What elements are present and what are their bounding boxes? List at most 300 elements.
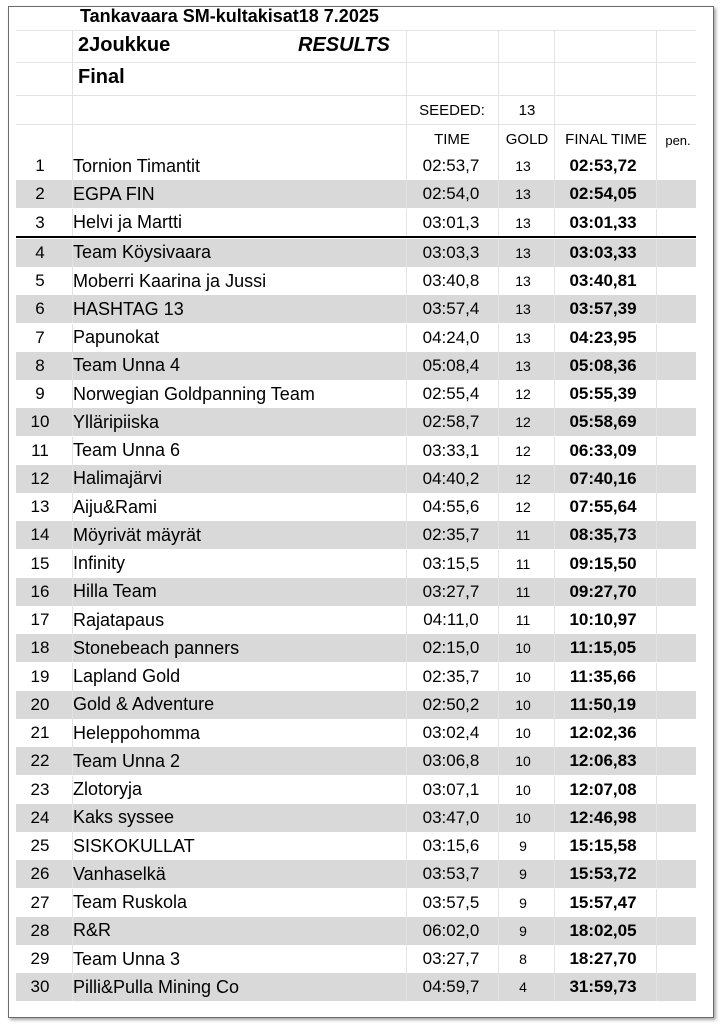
final-time-cell: 06:33,09 bbox=[569, 440, 637, 460]
gold-cell: 4 bbox=[519, 979, 527, 996]
grid-line bbox=[554, 663, 555, 691]
table-row bbox=[16, 917, 696, 945]
grid-line bbox=[406, 578, 407, 606]
grid-line bbox=[16, 62, 696, 63]
grid-line bbox=[406, 634, 407, 662]
rank-cell: 21 bbox=[30, 723, 50, 742]
grid-line bbox=[656, 180, 657, 208]
grid-line bbox=[498, 209, 499, 237]
grid-line bbox=[656, 691, 657, 719]
grid-line bbox=[72, 437, 73, 465]
grid-line bbox=[72, 804, 73, 832]
table-row bbox=[16, 663, 696, 691]
grid-line bbox=[656, 663, 657, 691]
grid-line bbox=[498, 465, 499, 493]
grid-line bbox=[498, 860, 499, 888]
final-time-cell: 12:07,08 bbox=[569, 779, 637, 799]
team-name: Möyrivät mäyrät bbox=[73, 524, 202, 545]
team-name: Helvi ja Martti bbox=[73, 212, 183, 232]
grid-line bbox=[498, 352, 499, 380]
final-time-cell: 18:27,70 bbox=[569, 949, 637, 968]
pen-cell bbox=[656, 663, 696, 691]
grid-line bbox=[406, 465, 407, 493]
pen-cell bbox=[656, 634, 696, 662]
pen-cell bbox=[656, 295, 696, 323]
grid-line bbox=[498, 804, 499, 832]
grid-line bbox=[406, 493, 407, 521]
table-row bbox=[16, 324, 696, 352]
time-cell: 03:40,8 bbox=[422, 271, 480, 290]
pen-cell bbox=[656, 380, 696, 408]
grid-line bbox=[656, 295, 657, 323]
grid-line bbox=[554, 832, 555, 860]
table-row bbox=[16, 634, 696, 662]
rank-cell: 16 bbox=[30, 581, 50, 601]
grid-line bbox=[72, 578, 73, 606]
grid-line bbox=[554, 578, 555, 606]
team-name: Norwegian Goldpanning Team bbox=[73, 383, 315, 404]
rank-cell: 13 bbox=[30, 497, 50, 516]
table-row bbox=[16, 352, 696, 380]
pen-cell bbox=[656, 267, 696, 295]
grid-line bbox=[656, 380, 657, 408]
rank-cell: 14 bbox=[30, 525, 50, 545]
final-time-cell: 11:35,66 bbox=[569, 666, 637, 686]
pen-cell bbox=[656, 945, 696, 973]
grid-line bbox=[656, 747, 657, 775]
grid-line bbox=[554, 550, 555, 578]
time-cell: 03:27,7 bbox=[422, 581, 480, 601]
grid-line bbox=[656, 209, 657, 237]
grid-line bbox=[498, 578, 499, 606]
gold-cell: 13 bbox=[515, 186, 531, 203]
grid-line bbox=[498, 30, 499, 154]
pen-cell bbox=[656, 521, 696, 549]
grid-line bbox=[498, 719, 499, 747]
rank-cell: 23 bbox=[30, 779, 50, 799]
rank-cell: 15 bbox=[30, 553, 50, 573]
table-row bbox=[16, 973, 696, 1001]
grid-line bbox=[72, 719, 73, 747]
team-name: Aiju&Rami bbox=[73, 496, 158, 517]
grid-line bbox=[554, 493, 555, 521]
team-name: R&R bbox=[73, 920, 112, 941]
rank-cell: 8 bbox=[35, 355, 45, 375]
grid-line bbox=[498, 239, 499, 267]
grid-line bbox=[406, 776, 407, 804]
grid-line bbox=[498, 180, 499, 208]
grid-line bbox=[406, 521, 407, 549]
event-title: Tankavaara SM-kultakisat18 7.2025 bbox=[80, 6, 379, 26]
team-name: Team Unna 2 bbox=[73, 750, 181, 771]
grid-line bbox=[498, 776, 499, 804]
grid-line bbox=[554, 973, 555, 1001]
grid-line bbox=[406, 945, 407, 973]
rank-cell: 12 bbox=[30, 468, 50, 488]
time-cell: 03:47,0 bbox=[422, 807, 480, 827]
team-name: Kaks syssee bbox=[73, 807, 175, 828]
final-time-cell: 02:54,05 bbox=[569, 184, 637, 204]
pen-cell bbox=[656, 747, 696, 775]
rank-cell: 6 bbox=[35, 299, 45, 319]
grid-line bbox=[554, 804, 555, 832]
grid-line bbox=[498, 945, 499, 973]
gold-cell: 8 bbox=[519, 951, 527, 967]
grid-line bbox=[656, 832, 657, 860]
final-time-cell: 15:15,58 bbox=[569, 836, 637, 855]
rank-cell: 11 bbox=[31, 440, 49, 460]
time-cell: 03:57,5 bbox=[422, 892, 480, 912]
grid-line bbox=[72, 691, 73, 719]
grid-line bbox=[498, 152, 499, 180]
final-time-cell: 05:58,69 bbox=[569, 412, 637, 432]
grid-line bbox=[406, 606, 407, 634]
grid-line bbox=[656, 860, 657, 888]
rank-cell: 28 bbox=[30, 920, 50, 940]
team-name: Hilla Team bbox=[73, 581, 157, 602]
final-time-cell: 15:53,72 bbox=[569, 864, 637, 884]
gold-cell: 10 bbox=[515, 725, 531, 741]
grid-line bbox=[72, 30, 73, 154]
final-time-cell: 02:53,72 bbox=[569, 156, 637, 175]
pen-cell bbox=[656, 324, 696, 352]
grid-line bbox=[656, 30, 657, 154]
rank-cell: 22 bbox=[30, 751, 50, 771]
grid-line bbox=[656, 889, 657, 917]
grid-line bbox=[656, 408, 657, 436]
gold-cell: 13 bbox=[515, 357, 531, 374]
time-cell: 03:07,1 bbox=[422, 779, 480, 799]
grid-line bbox=[656, 465, 657, 493]
grid-line bbox=[498, 267, 499, 295]
gold-cell: 10 bbox=[515, 640, 531, 657]
grid-line bbox=[72, 917, 73, 945]
grid-line bbox=[498, 691, 499, 719]
pen-cell bbox=[656, 691, 696, 719]
final-time-cell: 10:10,97 bbox=[569, 610, 637, 629]
col-header-gold: GOLD bbox=[505, 131, 549, 148]
grid-line bbox=[72, 267, 73, 295]
table-row bbox=[16, 239, 696, 267]
grid-line bbox=[498, 832, 499, 860]
grid-line bbox=[498, 408, 499, 436]
grid-line bbox=[72, 776, 73, 804]
grid-line bbox=[554, 380, 555, 408]
final-time-cell: 03:57,39 bbox=[569, 299, 637, 319]
grid-line bbox=[406, 550, 407, 578]
table-row bbox=[16, 493, 696, 521]
round-label: Final bbox=[78, 66, 125, 88]
grid-line bbox=[72, 606, 73, 634]
time-cell: 02:55,4 bbox=[422, 384, 480, 403]
seeded-value: 13 bbox=[518, 102, 536, 119]
grid-line bbox=[16, 124, 696, 125]
table-row bbox=[16, 267, 696, 295]
grid-line bbox=[554, 180, 555, 208]
time-cell: 04:55,6 bbox=[422, 497, 480, 516]
grid-line bbox=[72, 352, 73, 380]
results-label: RESULTS bbox=[298, 34, 390, 56]
grid-line bbox=[554, 152, 555, 180]
time-cell: 03:33,1 bbox=[422, 440, 480, 460]
time-cell: 04:59,7 bbox=[422, 977, 480, 997]
gold-cell: 9 bbox=[519, 866, 527, 883]
final-time-cell: 03:40,81 bbox=[569, 271, 637, 290]
rank-cell: 5 bbox=[35, 271, 45, 290]
grid-line bbox=[554, 719, 555, 747]
col-header-time: TIME bbox=[434, 131, 470, 148]
pen-cell bbox=[656, 973, 696, 1001]
time-cell: 03:06,8 bbox=[422, 751, 480, 771]
grid-line bbox=[406, 408, 407, 436]
grid-line bbox=[406, 860, 407, 888]
grid-line bbox=[554, 747, 555, 775]
rank-cell: 29 bbox=[30, 949, 50, 968]
grid-line bbox=[554, 437, 555, 465]
pen-cell bbox=[656, 550, 696, 578]
grid-line bbox=[656, 521, 657, 549]
table-row bbox=[16, 437, 696, 465]
time-cell: 02:35,7 bbox=[422, 525, 480, 545]
pen-cell bbox=[656, 465, 696, 493]
grid-line bbox=[498, 634, 499, 662]
grid-line bbox=[72, 465, 73, 493]
pen-cell bbox=[656, 719, 696, 747]
team-name: Team Köysivaara bbox=[73, 242, 212, 263]
grid-line bbox=[498, 437, 499, 465]
team-name: Moberri Kaarina ja Jussi bbox=[73, 270, 267, 291]
pen-cell bbox=[656, 832, 696, 860]
final-time-cell: 09:27,70 bbox=[569, 581, 637, 601]
team-name: Tornion Timantit bbox=[73, 155, 201, 176]
grid-line bbox=[656, 267, 657, 295]
gold-cell: 11 bbox=[515, 555, 531, 572]
rank-cell: 27 bbox=[30, 892, 50, 912]
team-name: Team Unna 6 bbox=[73, 440, 181, 460]
grid-line bbox=[656, 578, 657, 606]
rank-cell: 4 bbox=[35, 242, 45, 262]
class-name: 2Joukkue bbox=[78, 34, 171, 56]
grid-line bbox=[554, 776, 555, 804]
col-header-pen: pen. bbox=[665, 133, 691, 148]
grid-line bbox=[72, 239, 73, 267]
grid-line bbox=[406, 889, 407, 917]
table-row bbox=[16, 209, 696, 237]
grid-line bbox=[656, 917, 657, 945]
final-time-cell: 05:55,39 bbox=[569, 384, 637, 403]
rank-cell: 20 bbox=[30, 694, 50, 714]
table-row bbox=[16, 295, 696, 323]
time-cell: 03:02,4 bbox=[422, 723, 480, 742]
final-time-cell: 12:46,98 bbox=[569, 807, 637, 827]
table-row bbox=[16, 408, 696, 436]
seeded-label: SEEDED: bbox=[419, 102, 485, 119]
final-time-cell: 03:03,33 bbox=[569, 242, 637, 262]
grid-line bbox=[498, 521, 499, 549]
final-time-cell: 31:59,73 bbox=[569, 977, 637, 997]
pen-cell bbox=[656, 860, 696, 888]
team-name: HASHTAG 13 bbox=[73, 298, 184, 319]
rank-cell: 9 bbox=[35, 384, 45, 403]
grid-line bbox=[656, 634, 657, 662]
grid-line bbox=[554, 209, 555, 237]
rank-cell: 3 bbox=[35, 212, 45, 232]
table-row bbox=[16, 152, 696, 180]
pen-cell bbox=[656, 889, 696, 917]
grid-line bbox=[498, 606, 499, 634]
grid-line bbox=[554, 465, 555, 493]
gold-cell: 11 bbox=[515, 583, 531, 600]
time-cell: 03:03,3 bbox=[422, 242, 480, 262]
gold-cell: 9 bbox=[519, 894, 527, 911]
grid-line bbox=[406, 352, 407, 380]
grid-line bbox=[656, 804, 657, 832]
pen-cell bbox=[656, 804, 696, 832]
table-row bbox=[16, 380, 696, 408]
grid-line bbox=[498, 747, 499, 775]
grid-line bbox=[554, 860, 555, 888]
rank-cell: 7 bbox=[35, 327, 45, 347]
grid-line bbox=[554, 267, 555, 295]
rank-cell: 26 bbox=[30, 864, 50, 884]
gold-cell: 12 bbox=[515, 414, 531, 431]
rank-cell: 1 bbox=[35, 156, 45, 175]
table-row bbox=[16, 465, 696, 493]
rank-cell: 17 bbox=[30, 610, 50, 629]
grid-line bbox=[554, 945, 555, 973]
gold-cell: 11 bbox=[515, 527, 531, 544]
grid-line bbox=[554, 295, 555, 323]
table-row bbox=[16, 776, 696, 804]
gold-cell: 13 bbox=[515, 329, 531, 346]
time-cell: 04:24,0 bbox=[422, 327, 480, 347]
grid-line bbox=[72, 973, 73, 1001]
grid-line bbox=[498, 324, 499, 352]
grid-line bbox=[656, 719, 657, 747]
final-time-cell: 07:55,64 bbox=[569, 497, 637, 516]
team-name: EGPA FIN bbox=[73, 183, 155, 204]
grid-line bbox=[554, 408, 555, 436]
rank-cell: 2 bbox=[35, 184, 45, 204]
grid-line bbox=[72, 180, 73, 208]
gold-cell: 13 bbox=[515, 214, 531, 231]
grid-line bbox=[498, 973, 499, 1001]
grid-line bbox=[498, 917, 499, 945]
time-cell: 03:57,4 bbox=[422, 299, 480, 319]
time-cell: 03:15,5 bbox=[422, 553, 480, 573]
table-row bbox=[16, 606, 696, 634]
rank-cell: 10 bbox=[30, 412, 50, 432]
final-time-cell: 15:57,47 bbox=[569, 892, 637, 912]
grid-line bbox=[554, 324, 555, 352]
pen-cell bbox=[656, 493, 696, 521]
grid-line bbox=[72, 408, 73, 436]
time-cell: 02:54,0 bbox=[422, 184, 480, 204]
pen-cell bbox=[656, 239, 696, 267]
team-name: Infinity bbox=[73, 553, 126, 573]
grid-line bbox=[406, 691, 407, 719]
grid-line bbox=[72, 152, 73, 180]
grid-line bbox=[498, 550, 499, 578]
grid-line bbox=[554, 917, 555, 945]
final-time-cell: 18:02,05 bbox=[569, 920, 637, 940]
grid-line bbox=[72, 380, 73, 408]
team-name: Rajatapaus bbox=[73, 609, 165, 630]
table-row bbox=[16, 804, 696, 832]
time-cell: 06:02,0 bbox=[422, 920, 480, 940]
grid-line bbox=[72, 860, 73, 888]
grid-line bbox=[554, 521, 555, 549]
grid-line bbox=[656, 493, 657, 521]
grid-line bbox=[554, 30, 555, 154]
grid-line bbox=[406, 295, 407, 323]
final-time-cell: 07:40,16 bbox=[569, 468, 637, 488]
team-name: Pilli&Pulla Mining Co bbox=[73, 976, 240, 997]
grid-line bbox=[72, 663, 73, 691]
grid-line bbox=[554, 889, 555, 917]
rank-cell: 19 bbox=[30, 666, 50, 686]
grid-line bbox=[656, 606, 657, 634]
grid-line bbox=[72, 945, 73, 973]
team-name: Gold & Adventure bbox=[73, 694, 215, 715]
pen-cell bbox=[656, 152, 696, 180]
grid-line bbox=[656, 945, 657, 973]
team-name: Zlotoryja bbox=[73, 779, 143, 799]
time-cell: 03:53,7 bbox=[422, 864, 480, 884]
qualifier-divider bbox=[16, 236, 696, 238]
time-cell: 02:50,2 bbox=[422, 694, 480, 714]
grid-line bbox=[406, 152, 407, 180]
time-cell: 02:15,0 bbox=[422, 638, 480, 658]
time-cell: 03:15,6 bbox=[422, 836, 480, 855]
final-time-cell: 08:35,73 bbox=[569, 525, 637, 545]
team-name: Ylläripiiska bbox=[73, 411, 160, 432]
final-time-cell: 11:50,19 bbox=[569, 694, 637, 714]
final-time-cell: 12:02,36 bbox=[569, 723, 637, 742]
grid-line bbox=[72, 324, 73, 352]
pen-cell bbox=[656, 776, 696, 804]
gold-cell: 13 bbox=[515, 244, 531, 261]
grid-line bbox=[554, 634, 555, 662]
final-time-cell: 11:15,05 bbox=[569, 638, 637, 658]
grid-line bbox=[498, 493, 499, 521]
grid-line bbox=[406, 437, 407, 465]
grid-line bbox=[656, 973, 657, 1001]
team-name: Vanhaselkä bbox=[73, 863, 166, 884]
gold-cell: 12 bbox=[515, 499, 531, 515]
gold-cell: 13 bbox=[515, 273, 531, 289]
grid-line bbox=[406, 30, 407, 154]
team-name: Papunokat bbox=[73, 327, 160, 347]
grid-line bbox=[72, 889, 73, 917]
pen-cell bbox=[656, 209, 696, 237]
table-row bbox=[16, 550, 696, 578]
gold-cell: 9 bbox=[519, 922, 527, 939]
final-time-cell: 12:06,83 bbox=[569, 751, 637, 771]
grid-line bbox=[498, 295, 499, 323]
rank-cell: 30 bbox=[30, 977, 50, 997]
grid-line bbox=[406, 267, 407, 295]
grid-line bbox=[406, 747, 407, 775]
grid-line bbox=[406, 719, 407, 747]
gold-cell: 10 bbox=[515, 668, 531, 685]
final-time-cell: 05:08,36 bbox=[569, 355, 637, 375]
team-name: Team Unna 4 bbox=[73, 355, 181, 376]
table-row bbox=[16, 180, 696, 208]
grid-line bbox=[498, 380, 499, 408]
grid-line bbox=[406, 832, 407, 860]
pen-cell bbox=[656, 180, 696, 208]
